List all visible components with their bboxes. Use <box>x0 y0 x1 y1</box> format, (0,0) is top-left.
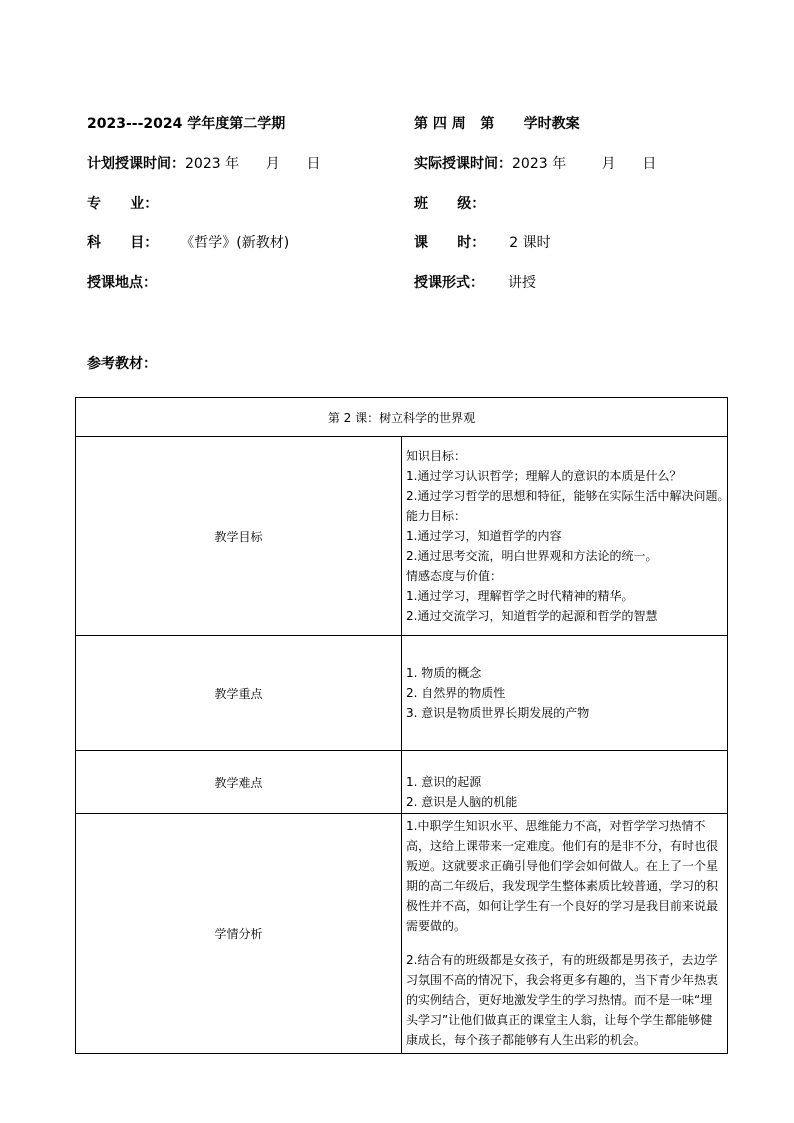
objectives-list <box>402 443 730 629</box>
key-point-item: 3. 意识是物质世界长期发展的产物 <box>406 706 590 720</box>
difficulties-label: 教学难点 <box>76 751 402 814</box>
difficulties-list <box>402 769 727 813</box>
objective-line: 1.通过学习，知道哲学的内容 <box>406 529 562 543</box>
objective-line: 2.通过交流学习，知道哲学的起源和哲学的智慧 <box>406 609 658 623</box>
teaching-form-label: 授课形式： <box>414 275 484 291</box>
lesson-title-row <box>76 398 728 437</box>
location-label: 授课地点： <box>87 275 157 291</box>
analysis-row <box>76 814 728 1054</box>
teaching-form <box>414 274 536 292</box>
planned-time-value: 2023 年 月 日 <box>185 156 321 172</box>
actual-time <box>414 155 656 173</box>
analysis-paragraph-1: 1.中职学生知识水平、思维能力不高，对哲学学习热情不高，这给上课带来一定难度。他们有的是非不分，有时也很叛逆。这就要求正确引导他们学会如何做人。在上了一个星期的高二年级后，我发现学生整体素质比较普通，学习的积极性并不高，如何让学生有一个良好的学习是我目前来说最需要做的。 <box>406 819 719 933</box>
class-hours <box>414 234 551 252</box>
key-points-content <box>402 636 728 751</box>
analysis-label: 学情分析 <box>76 814 402 1054</box>
difficulties-content <box>402 751 728 814</box>
lesson-title: 第 2 课：树立科学的世界观 <box>76 398 728 437</box>
lesson-plan-table <box>75 397 728 1054</box>
reference-label: 参考教材： <box>87 356 157 372</box>
analysis-paragraph-2: 2.结合有的班级都是女孩子，有的班级都是男孩子，去边学习氛围不高的情况下，我会将更多有趣的，当下青少年热衷的实例结合，更好地激发学生的学习热情。而不是一味“埋头学习”让他们做真正的课堂主人翁，让每个学生都能够健康成长，每个孩子都能够有人生出彩的机会。 <box>406 953 719 1047</box>
difficulty-item: 1. 意识的起源 <box>406 775 482 789</box>
week-hours-title: 第 四 周 第 学时教案 <box>414 116 580 132</box>
key-point-item: 1. 物质的概念 <box>406 666 482 680</box>
objectives-label: 教学目标 <box>76 437 402 636</box>
major-label: 专 业： <box>87 196 159 212</box>
planned-time <box>87 155 320 173</box>
objective-line: 能力目标： <box>406 509 467 523</box>
semester-title: 2023---2024 学年度第二学期 <box>87 116 286 132</box>
actual-time-label: 实际授课时间： <box>414 156 512 172</box>
key-point-item: 2. 自然界的物质性 <box>406 686 506 700</box>
difficulty-item: 2. 意识是人脑的机能 <box>406 795 518 809</box>
objective-line: 1.通过学习，理解哲学之时代精神的精华。 <box>406 589 634 603</box>
analysis-content <box>402 814 728 1054</box>
actual-time-value: 2023 年 月 日 <box>512 156 657 172</box>
objective-line: 2.通过学习哲学的思想和特征，能够在实际生活中解决问题。 <box>406 489 730 503</box>
key-points-label: 教学重点 <box>76 636 402 751</box>
location <box>87 274 157 292</box>
difficulties-row <box>76 751 728 814</box>
subject-label: 科 目： <box>87 235 159 251</box>
subject-value: 《哲学》(新教材) <box>180 235 290 251</box>
class-hours-value: 2 课时 <box>509 235 551 251</box>
class-hours-label: 课 时： <box>414 235 486 251</box>
planned-time-label: 计划授课时间： <box>87 156 185 172</box>
objective-line: 知识目标： <box>406 449 467 463</box>
objectives-content <box>402 437 728 636</box>
objective-line: 2.通过思考交流，明白世界观和方法论的统一。 <box>406 549 658 563</box>
key-points-list <box>402 660 727 726</box>
key-points-row <box>76 636 728 751</box>
objective-line: 1.通过学习认识哲学；理解人的意识的本质是什么？ <box>406 469 682 483</box>
subject <box>87 234 289 252</box>
objectives-row <box>76 437 728 636</box>
teaching-form-value: 讲授 <box>508 275 536 291</box>
class-label: 班 级： <box>414 196 486 212</box>
objective-line: 情感态度与价值： <box>406 569 503 583</box>
